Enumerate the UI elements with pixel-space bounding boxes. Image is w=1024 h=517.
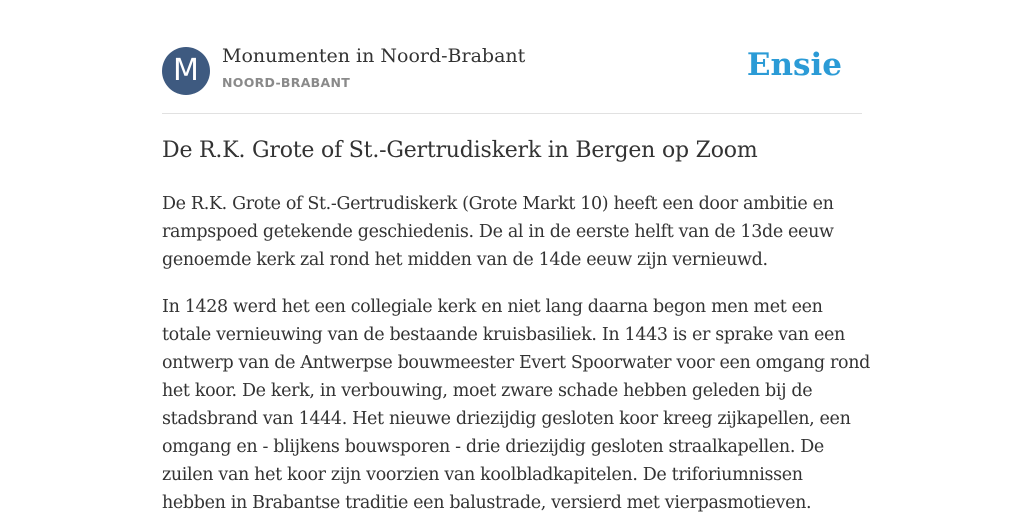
- channel-avatar[interactable]: M: [162, 47, 210, 95]
- paragraph-line: genoemde kerk zal rond het midden van de 14de eeuw zijn vernieuwd.: [162, 250, 768, 270]
- paragraph-line: het koor. De kerk, in verbouwing, moet zware schade hebben geleden bij de: [162, 381, 813, 401]
- paragraph-line: In 1428 werd het een collegiale kerk en niet lang daarna begon men met een: [162, 297, 823, 317]
- article-card: [162, 0, 870, 513]
- paragraph-line: omgang en - blijkens bouwsporen - drie driezijdig gesloten straalkapellen. De: [162, 437, 824, 457]
- ensie-logo[interactable]: Ensie: [746, 47, 842, 83]
- paragraph-line: zuilen van het koor zijn voorzien van koolbladkapitelen. De triforiumnissen: [162, 465, 803, 485]
- paragraph-line: hebben in Brabantse traditie een balustrade, versierd met vierpasmotieven.: [162, 493, 812, 513]
- channel-title[interactable]: Monumenten in Noord-Brabant: [222, 45, 526, 67]
- channel-header: [162, 0, 862, 114]
- paragraph-line: stadsbrand van 1444. Het nieuwe driezijdig gesloten koor kreeg zijkapellen, een: [162, 409, 851, 429]
- paragraph-line: De R.K. Grote of St.-Gertrudiskerk (Grote Markt 10) heeft een door ambitie en: [162, 194, 834, 214]
- article-paragraph-1: [162, 190, 882, 274]
- article-paragraph-2: [162, 293, 882, 517]
- article-title: De R.K. Grote of St.-Gertrudiskerk in Bergen op Zoom: [162, 138, 758, 163]
- channel-subtitle[interactable]: NOORD-BRABANT: [222, 75, 351, 90]
- paragraph-line: ontwerp van de Antwerpse bouwmeester Evert Spoorwater voor een omgang rond: [162, 353, 870, 373]
- paragraph-line: totale vernieuwing van de bestaande kruisbasiliek. In 1443 is er sprake van een: [162, 325, 845, 345]
- paragraph-line: rampspoed getekende geschiedenis. De al in de eerste helft van de 13de eeuw: [162, 222, 834, 242]
